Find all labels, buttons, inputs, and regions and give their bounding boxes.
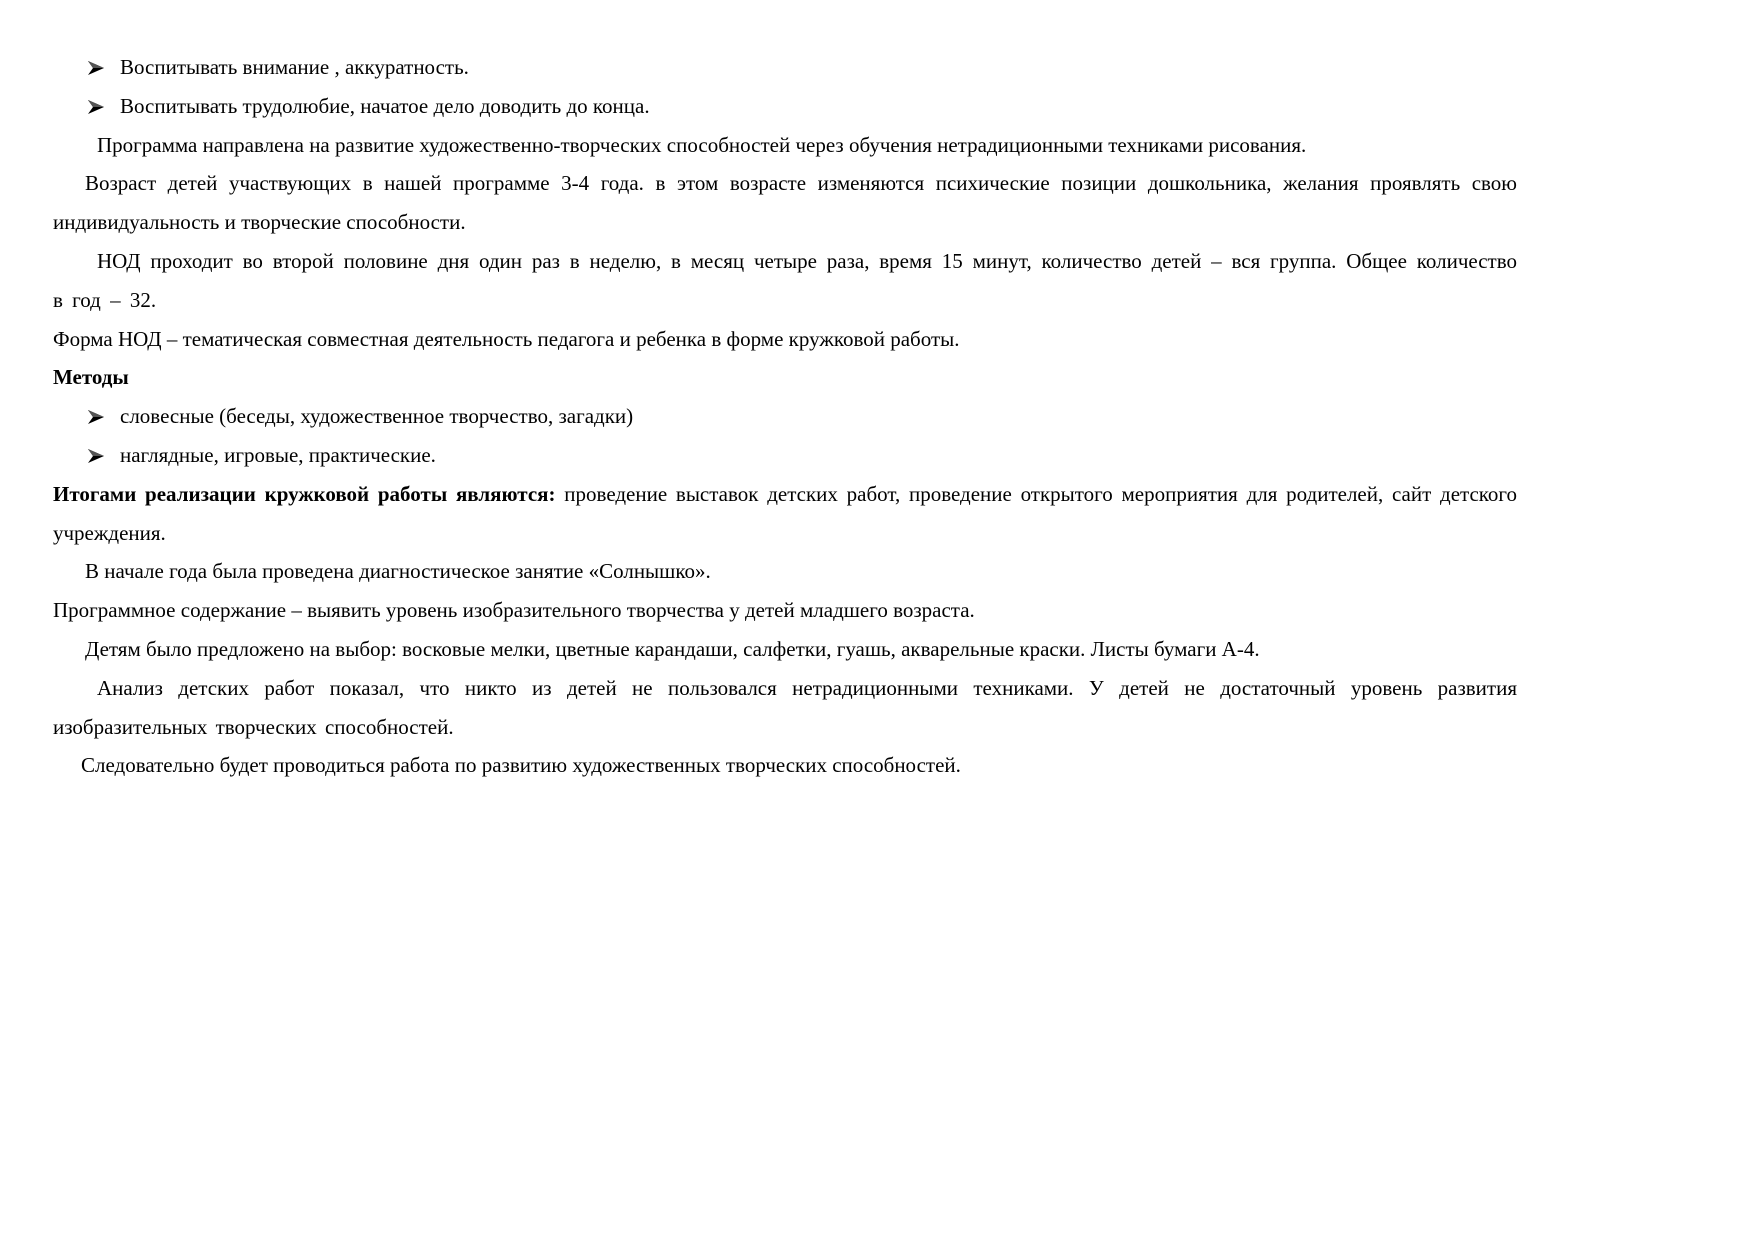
method-bullet-text: наглядные, игровые, практические.	[120, 442, 436, 467]
arrowhead-bullet-icon	[88, 87, 120, 126]
methods-heading: Методы	[53, 365, 129, 390]
nod-form-paragraph: Форма НОД – тематическая совместная деятельность педагога и ребенка в форме кружковой работы.	[53, 326, 960, 351]
goal-bullet-2	[53, 87, 1517, 126]
goal-bullet-text: Воспитывать внимание , аккуратность.	[120, 55, 469, 79]
results-paragraph	[53, 475, 1517, 553]
diagnostics-intro-paragraph: В начале года была проведена диагностическое занятие «Солнышко».	[85, 559, 711, 584]
materials-paragraph: Детям было предложено на выбор: восковые мелки, цветные карандаши, салфетки, гуашь, акварельные краски. Листы бумаги А-4.	[85, 636, 1260, 661]
method-bullet-text: словесные (беседы, художественное творчество, загадки)	[120, 404, 634, 429]
conclusion-paragraph: Следовательно будет проводиться работа по развитию художественных творческих способностей.	[81, 753, 961, 778]
goal-bullet-1	[53, 48, 1517, 87]
program-content-paragraph: Программное содержание – выявить уровень изобразительного творчества у детей младшего возраста.	[53, 598, 975, 623]
method-bullet-2	[53, 436, 1517, 475]
nod-schedule-paragraph: НОД проходит во второй половине дня один раз в неделю, в месяц четыре раза, время 15 минут, количество детей – вся группа. Общее количество в год – 32.	[53, 248, 1517, 312]
results-text: проведение выставок детских работ, проведение открытого мероприятия для родителей, сайт детского учреждения.	[53, 481, 1518, 545]
document-page	[53, 48, 1517, 785]
arrowhead-bullet-icon	[88, 436, 120, 475]
method-bullet-1	[53, 397, 1517, 436]
goal-bullet-text: Воспитывать трудолюбие, начатое дело доводить до конца.	[120, 93, 650, 118]
analysis-paragraph: Анализ детских работ показал, что никто из детей не пользовался нетрадиционными техниками. У детей не достаточный уровень развития изобразительных творческих способностей.	[53, 675, 1517, 739]
arrowhead-bullet-icon	[88, 48, 120, 87]
results-label: Итогами реализации кружковой работы являются:	[53, 481, 556, 506]
children-age-paragraph: Возраст детей участвующих в нашей программе 3-4 года. в этом возрасте изменяются психические позиции дошкольника, желания проявлять свою индивидуальность и творческие способности.	[53, 171, 1517, 235]
arrowhead-bullet-icon	[88, 397, 120, 436]
program-direction-paragraph: Программа направлена на развитие художественно-творческих способностей через обучения нетрадиционными техниками рисования.	[97, 132, 1307, 157]
